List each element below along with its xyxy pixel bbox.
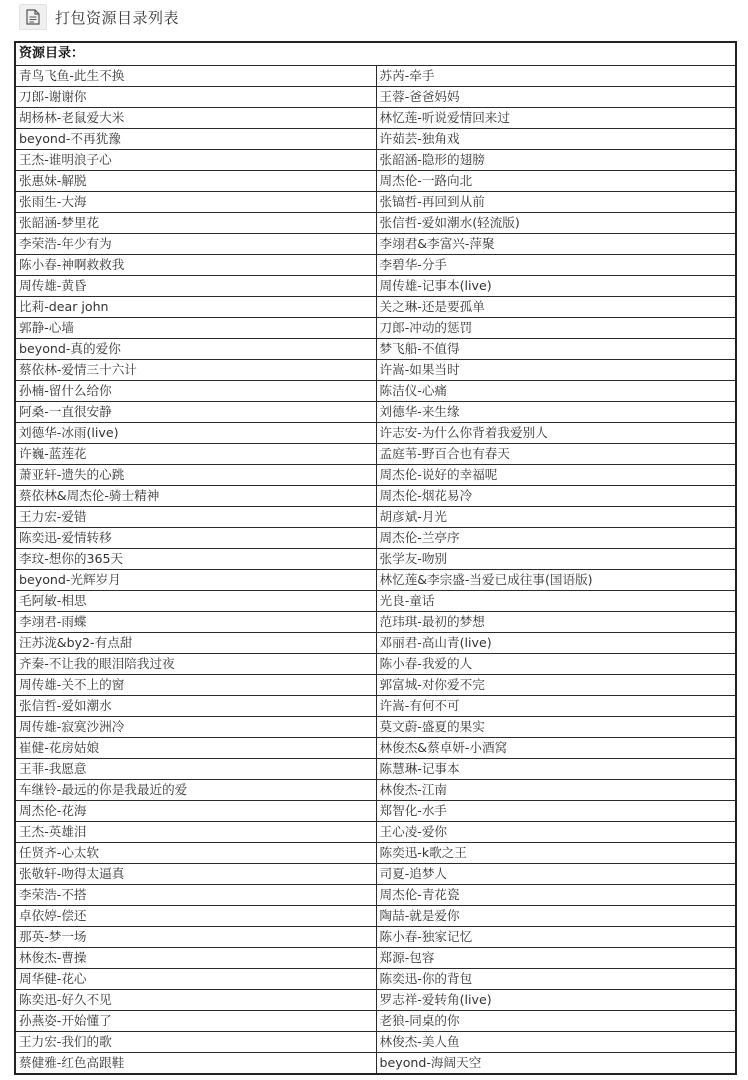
table-cell-right: 关之琳-还是要孤单 xyxy=(376,297,736,318)
table-cell-right: 周杰伦-一路向北 xyxy=(376,171,736,192)
file-icon xyxy=(19,4,47,30)
table-cell-left: 孙燕姿-开始懂了 xyxy=(15,1011,376,1032)
table-cell-left: 崔健-花房姑娘 xyxy=(15,738,376,759)
table-cell-left: 胡杨林-老鼠爱大米 xyxy=(15,108,376,129)
table-row xyxy=(15,612,736,633)
table-cell-left: 刀郎-谢谢你 xyxy=(15,87,376,108)
table-row xyxy=(15,1011,736,1032)
table-row xyxy=(15,507,736,528)
table-cell-left: 周传雄-寂寞沙洲冷 xyxy=(15,717,376,738)
table-cell-left: 郭静-心墙 xyxy=(15,318,376,339)
table-row xyxy=(15,654,736,675)
table-cell-left: 林俊杰-曹操 xyxy=(15,948,376,969)
table-row xyxy=(15,465,736,486)
table-cell-right: 陈慧琳-记事本 xyxy=(376,759,736,780)
table-cell-right: 胡彦斌-月光 xyxy=(376,507,736,528)
table-row xyxy=(15,108,736,129)
table-cell-left: 汪苏泷&by2-有点甜 xyxy=(15,633,376,654)
table-cell-left: 张敬轩-吻得太逼真 xyxy=(15,864,376,885)
table-cell-left: 陈奕迅-爱情转移 xyxy=(15,528,376,549)
table-cell-left: 李玟-想你的365天 xyxy=(15,549,376,570)
table-cell-left: beyond-不再犹豫 xyxy=(15,129,376,150)
table-cell-right: 陈奕迅-k歌之王 xyxy=(376,843,736,864)
table-cell-left: 王力宏-我们的歌 xyxy=(15,1032,376,1053)
table-cell-right: 林俊杰-美人鱼 xyxy=(376,1032,736,1053)
table-row xyxy=(15,696,736,717)
table-cell-left: 齐秦-不让我的眼泪陪我过夜 xyxy=(15,654,376,675)
table-cell-left: 王杰-谁明浪子心 xyxy=(15,150,376,171)
table-cell-right: 陈小春-我爱的人 xyxy=(376,654,736,675)
table-row xyxy=(15,486,736,507)
table-cell-right: 王蓉-爸爸妈妈 xyxy=(376,87,736,108)
table-cell-right: 张信哲-爱如潮水(轻流版) xyxy=(376,213,736,234)
table-row xyxy=(15,1053,736,1075)
table-cell-right: 陈洁仪-心痛 xyxy=(376,381,736,402)
table-cell-left: beyond-光辉岁月 xyxy=(15,570,376,591)
table-cell-right: 苏芮-牵手 xyxy=(376,66,736,87)
table-cell-right: 许嵩-如果当时 xyxy=(376,360,736,381)
table-cell-right: 张学友-吻别 xyxy=(376,549,736,570)
table-row xyxy=(15,213,736,234)
table-row xyxy=(15,822,736,843)
table-cell-left: beyond-真的爱你 xyxy=(15,339,376,360)
page-title: 打包资源目录列表 xyxy=(55,8,180,27)
table-row xyxy=(15,381,736,402)
table-cell-right: 许茹芸-独角戏 xyxy=(376,129,736,150)
table-cell-right: 陈小春-独家记忆 xyxy=(376,927,736,948)
table-cell-left: 那英-梦一场 xyxy=(15,927,376,948)
table-cell-left: 毛阿敏-相思 xyxy=(15,591,376,612)
table-row xyxy=(15,801,736,822)
table-cell-left: 萧亚轩-遗失的心跳 xyxy=(15,465,376,486)
table-cell-right: 老狼-同桌的你 xyxy=(376,1011,736,1032)
table-cell-left: 卓依婷-偿还 xyxy=(15,906,376,927)
table-cell-right: 林俊杰-江南 xyxy=(376,780,736,801)
table-cell-right: 陈奕迅-你的背包 xyxy=(376,969,736,990)
table-heading-row xyxy=(15,42,736,66)
table-cell-right: 李翊君&李富兴-萍聚 xyxy=(376,234,736,255)
table-cell-left: 张信哲-爱如潮水 xyxy=(15,696,376,717)
table-cell-left: 周传雄-黄昏 xyxy=(15,276,376,297)
table-row xyxy=(15,969,736,990)
table-cell-left: 蔡健雅-红色高跟鞋 xyxy=(15,1053,376,1075)
table-cell-right: 郑源-包容 xyxy=(376,948,736,969)
table-cell-right: 张镐哲-再回到从前 xyxy=(376,192,736,213)
table-cell-right: 张韶涵-隐形的翅膀 xyxy=(376,150,736,171)
table-row xyxy=(15,171,736,192)
table-row xyxy=(15,318,736,339)
table-cell-left: 刘德华-冰雨(live) xyxy=(15,423,376,444)
table-cell-right: 周杰伦-青花瓷 xyxy=(376,885,736,906)
table-cell-right: 许志安-为什么你背着我爱别人 xyxy=(376,423,736,444)
table-cell-right: 周杰伦-说好的幸福呢 xyxy=(376,465,736,486)
table-cell-right: 司夏-追梦人 xyxy=(376,864,736,885)
table-cell-right: 罗志祥-爱转角(live) xyxy=(376,990,736,1011)
table-row xyxy=(15,570,736,591)
table-cell-right: 刀郎-冲动的惩罚 xyxy=(376,318,736,339)
table-cell-left: 青鸟飞鱼-此生不换 xyxy=(15,66,376,87)
table-cell-right: 孟庭苇-野百合也有春天 xyxy=(376,444,736,465)
table-row xyxy=(15,276,736,297)
table-cell-right: 郑智化-水手 xyxy=(376,801,736,822)
table-cell-left: 陈小春-神啊救救我 xyxy=(15,255,376,276)
table-cell-right: 李碧华-分手 xyxy=(376,255,736,276)
table-cell-left: 任贤齐-心太软 xyxy=(15,843,376,864)
table-row xyxy=(15,759,736,780)
table-row xyxy=(15,948,736,969)
table-cell-right: 范玮琪-最初的梦想 xyxy=(376,612,736,633)
table-cell-right: 刘德华-来生缘 xyxy=(376,402,736,423)
table-row xyxy=(15,528,736,549)
table-row xyxy=(15,885,736,906)
table-row xyxy=(15,864,736,885)
table-cell-left: 周杰伦-花海 xyxy=(15,801,376,822)
table-row xyxy=(15,549,736,570)
table-cell-left: 王菲-我愿意 xyxy=(15,759,376,780)
table-cell-right: 周杰伦-烟花易冷 xyxy=(376,486,736,507)
table-cell-right: 林忆莲&李宗盛-当爱已成往事(国语版) xyxy=(376,570,736,591)
table-cell-right: 王心凌-爱你 xyxy=(376,822,736,843)
table-row xyxy=(15,129,736,150)
table-heading: 资源目录： xyxy=(15,42,736,66)
table-row xyxy=(15,192,736,213)
table-row xyxy=(15,87,736,108)
table-cell-left: 阿桑-一直很安静 xyxy=(15,402,376,423)
table-row xyxy=(15,150,736,171)
table-row xyxy=(15,927,736,948)
table-cell-right: 莫文蔚-盛夏的果实 xyxy=(376,717,736,738)
table-cell-left: 孙楠-留什么给你 xyxy=(15,381,376,402)
table-row xyxy=(15,234,736,255)
table-cell-right: beyond-海阔天空 xyxy=(376,1053,736,1075)
table-row xyxy=(15,675,736,696)
table-row xyxy=(15,423,736,444)
table-row xyxy=(15,591,736,612)
table-cell-left: 王杰-英雄泪 xyxy=(15,822,376,843)
table-row xyxy=(15,843,736,864)
table-cell-left: 周传雄-关不上的窗 xyxy=(15,675,376,696)
table-cell-left: 张惠妹-解脱 xyxy=(15,171,376,192)
table-row xyxy=(15,738,736,759)
table-row xyxy=(15,906,736,927)
table-row xyxy=(15,297,736,318)
table-row xyxy=(15,990,736,1011)
table-row xyxy=(15,360,736,381)
resource-table xyxy=(14,41,737,1075)
table-cell-left: 周华健-花心 xyxy=(15,969,376,990)
table-row xyxy=(15,255,736,276)
table-row xyxy=(15,402,736,423)
table-cell-right: 光良-童话 xyxy=(376,591,736,612)
table-cell-left: 李荣浩-年少有为 xyxy=(15,234,376,255)
table-cell-left: 李荣浩-不搭 xyxy=(15,885,376,906)
table-cell-right: 郭富城-对你爱不完 xyxy=(376,675,736,696)
table-cell-left: 陈奕迅-好久不见 xyxy=(15,990,376,1011)
file-icon-glyph xyxy=(26,9,40,25)
table-cell-right: 邓丽君-高山青(live) xyxy=(376,633,736,654)
table-cell-left: 李翊君-雨蝶 xyxy=(15,612,376,633)
table-cell-left: 张雨生-大海 xyxy=(15,192,376,213)
table-cell-left: 王力宏-爱错 xyxy=(15,507,376,528)
table-cell-right: 陶喆-就是爱你 xyxy=(376,906,736,927)
table-cell-left: 蔡依林&周杰伦-骑士精神 xyxy=(15,486,376,507)
table-row xyxy=(15,66,736,87)
table-row xyxy=(15,339,736,360)
table-row xyxy=(15,780,736,801)
table-cell-left: 比莉-dear john xyxy=(15,297,376,318)
table-cell-right: 周传雄-记事本(live) xyxy=(376,276,736,297)
table-cell-right: 梦飞船-不值得 xyxy=(376,339,736,360)
table-cell-right: 林俊杰&蔡卓妍-小酒窝 xyxy=(376,738,736,759)
table-cell-left: 张韶涵-梦里花 xyxy=(15,213,376,234)
table-cell-left: 蔡依林-爱情三十六计 xyxy=(15,360,376,381)
table-row xyxy=(15,717,736,738)
table-cell-left: 车继铃-最远的你是我最近的爱 xyxy=(15,780,376,801)
table-row xyxy=(15,1032,736,1053)
page-header xyxy=(19,5,179,29)
table-cell-left: 许巍-蓝莲花 xyxy=(15,444,376,465)
table-row xyxy=(15,444,736,465)
table-cell-right: 许嵩-有何不可 xyxy=(376,696,736,717)
table-cell-right: 周杰伦-兰亭序 xyxy=(376,528,736,549)
table-cell-right: 林忆莲-听说爱情回来过 xyxy=(376,108,736,129)
table-row xyxy=(15,633,736,654)
